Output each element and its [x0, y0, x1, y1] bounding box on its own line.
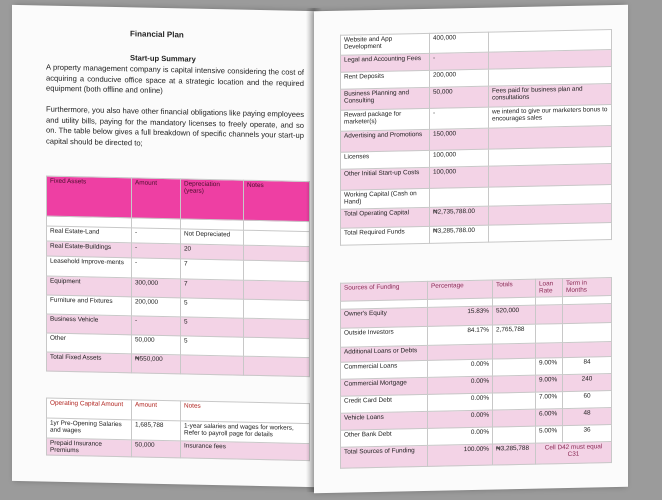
col-header: Fixed Assets: [47, 176, 132, 218]
table-row: Outside Investors 84.17% 2,765,788: [341, 323, 612, 348]
col-header: Depreciation (years): [181, 179, 244, 220]
table-row: Prepaid Insurance Premiums 50,000 Insurance fees: [47, 438, 310, 461]
table-row-total: Total Fixed Assets ₦550,000: [47, 352, 310, 377]
page-title: Financial Plan: [130, 29, 184, 40]
startup-costs-table: [340, 29, 612, 246]
col-header: Notes: [244, 180, 310, 221]
table-row: Real Estate-Buildings - 20: [47, 241, 310, 262]
table-row-total: Total Required Funds ₦3,285,788.00: [341, 223, 612, 246]
table-row: Rent Deposits 200,000: [341, 67, 612, 90]
table-row: Other Bank Debt 0.00% 5.00% 36: [341, 425, 612, 448]
left-page: [12, 5, 314, 487]
table-row: Vehicle Loans 0.00% 6.00% 48: [341, 408, 612, 431]
section-subtitle: Start-up Summary: [130, 53, 196, 64]
table-row: Commercial Mortgage 0.00% 9.00% 240: [341, 374, 612, 397]
table-row: Total Operating Capital ₦2,735,788.00: [341, 204, 612, 229]
operating-capital-table: [46, 398, 310, 462]
right-page: [314, 5, 628, 494]
col-header: Amount: [132, 178, 181, 219]
obligations-paragraph: Furthermore, you also have other financial obligations like paying employees and utility bills, paying for the mandatory licenses to freely operate, and so on. The table below gives a full breakdown of specific channels your start-up capital should be directed to;: [46, 104, 304, 148]
table-row: Advertising and Promotions 150,000: [341, 126, 612, 153]
table-row: Working Capital (Cash on Hand): [341, 185, 612, 210]
table-row: Legal and Accounting Fees -: [341, 50, 612, 73]
table-row-total: Total Sources of Funding 100.00% ₦3,285,788 Cell D42 must equal C31: [341, 442, 612, 469]
col-header: Operating Capital Amount: [47, 398, 132, 420]
col-header: Notes: [181, 401, 310, 424]
col-header: Sources of Funding: [341, 281, 428, 301]
table-row: Licenses 100,000: [341, 147, 612, 170]
table-row: Commercial Loans 0.00% 9.00% 84: [341, 357, 612, 380]
table-row: Other 50,000 5: [47, 333, 310, 358]
intro-paragraph: A property management company is capital intensive considering the cost of acquiring a conducive office space at a strategic location and the required equipment (both offline and online): [46, 62, 304, 96]
col-header: Amount: [132, 400, 181, 421]
col-header: Term in Months: [563, 278, 612, 297]
col-header: Totals: [493, 279, 536, 298]
table-row: Credit Card Debt 0.00% 7.00% 60: [341, 391, 612, 414]
table-row: Business Planning and Consulting 50,000 Fees paid for business plan and consultations: [341, 84, 612, 111]
table-row: Reward package for marketer(s) - we intend to give our marketers bonus to encourages sales: [341, 105, 612, 132]
table-row: Business Vehicle - 5: [47, 314, 310, 339]
fixed-assets-table: [46, 176, 310, 378]
table-row: Leasehold Improve-ments - 7: [47, 256, 310, 282]
table-row: Other Initial Start-up Costs 100,000: [341, 164, 612, 191]
table-row: Additional Loans or Debts: [341, 342, 612, 363]
col-header: Percentage: [428, 280, 493, 299]
funding-sources-table: [340, 277, 612, 469]
table-row: Website and App Development 400,000: [341, 30, 612, 56]
table-row: Furniture and Fixtures 200,000 5: [47, 295, 310, 320]
col-header: Loan Rate: [536, 279, 563, 298]
table-row: 1yr Pre-Opening Salaries and wages 1,685,788 1-year salaries and wages for workers, Refer to payroll page for details: [47, 418, 310, 444]
table-row: Owner's Equity 15.83% 520,000: [341, 304, 612, 329]
table-row: Equipment 300,000 7: [47, 276, 310, 301]
table-row: Real Estate-Land - Not Depreciated: [47, 226, 310, 247]
